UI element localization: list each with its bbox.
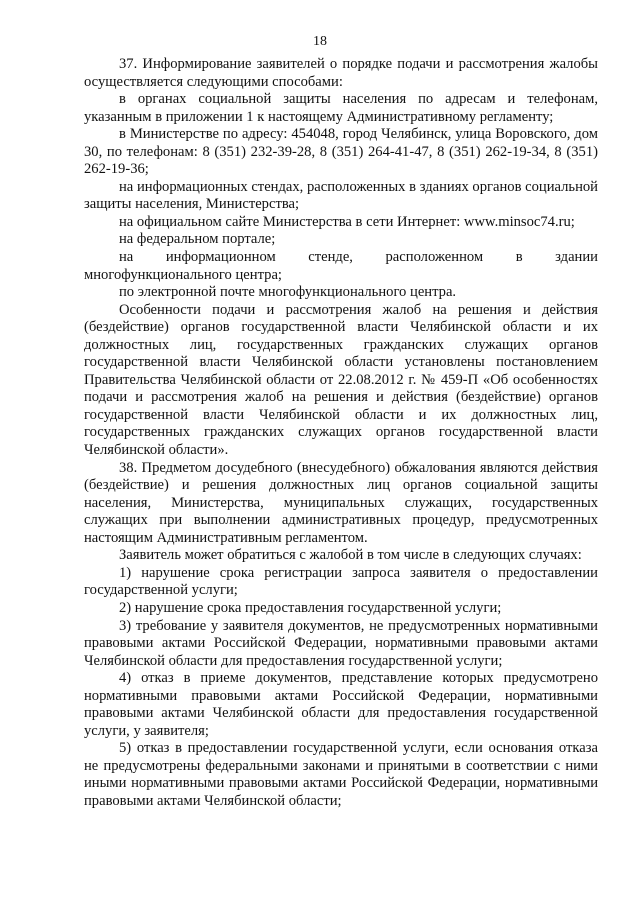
paragraph-federal-portal: на федеральном портале; bbox=[119, 231, 276, 248]
paragraph-social-protection-offices: в органах социальной защиты населения по адресам и телефонам, указанным в приложении 1 к настоящему Административному регламенту; bbox=[84, 91, 598, 125]
list-item-3: 3) требование у заявителя документов, не предусмотренных нормативными правовыми актами Российской Федерации, нормативными правовыми актами Челябинской области для предоставления государственной услуги; bbox=[84, 617, 598, 669]
list-item-4: 4) отказ в приеме документов, представление которых предусмотрено нормативными правовыми актами Российской Федерации, нормативными правовыми актами Челябинской области для предоставления государственной услуги, у заявителя; bbox=[84, 670, 598, 739]
paragraph-38-subject: 38. Предметом досудебного (внесудебного) обжалования являются действия (бездействие) и решения должностных лиц органов социальной защиты населения, Министерства, муниципальных служащих, государственных служащих при выполнении административных процедур, предусмотренных настоящим Административным регламентом. bbox=[84, 459, 598, 546]
paragraph-37-intro: 37. Информирование заявителей о порядке подачи и рассмотрения жалобы осуществляется следующими способами: bbox=[84, 56, 598, 90]
list-item-5: 5) отказ в предоставлении государственной услуги, если основания отказа не предусмотрены федеральными законами и принятыми в соответствии с ними иными нормативными правовыми актами Российской Федерации, нормативными правовыми актами Челябинской области; bbox=[84, 740, 598, 809]
list-item-2: 2) нарушение срока предоставления государственной услуги; bbox=[119, 599, 502, 616]
paragraph-mfc-email: по электронной почте многофункционального центра. bbox=[119, 284, 457, 301]
page-number: 18 bbox=[313, 34, 327, 49]
paragraph-official-website: на официальном сайте Министерства в сети Интернет: www.minsoc74.ru; bbox=[119, 213, 575, 230]
paragraph-mfc-stand: на информационном стенде, расположенном в здании многофункционального центра; bbox=[84, 249, 598, 283]
paragraph-info-stands: на информационных стендах, расположенных в зданиях органов социальной защиты населения, Министерства; bbox=[84, 178, 598, 213]
document-body bbox=[84, 56, 598, 811]
paragraph-ministry-address: в Министерстве по адресу: 454048, город Челябинск, улица Воровского, дом 30, по телефонам: 8 (351) 232-39-28, 8 (351) 264-41-47, 8 (351) 262-19-34, 8 (351) 262-19-36; bbox=[84, 126, 598, 178]
paragraph-complaint-features: Особенности подачи и рассмотрения жалоб на решения и действия (бездействие) органов государственной власти Челябинской области и их должностных лиц, государственных гражданских служащих органов государственной власти Челябинской области установлены постановлением Правительства Челябинской области от 22.08.2012 г. № 459-П «Об особенностях подачи и рассмотрения жалоб на решения и действия (бездействие) органов государственной власти Челябинской области и их должностных лиц, государственных гражданских служащих органов государственной власти Челябинской области». bbox=[84, 301, 598, 459]
list-item-1: 1) нарушение срока регистрации запроса заявителя о предоставлении государственной услуги; bbox=[84, 564, 598, 599]
paragraph-cases-intro: Заявитель может обратиться с жалобой в том числе в следующих случаях: bbox=[119, 547, 582, 564]
